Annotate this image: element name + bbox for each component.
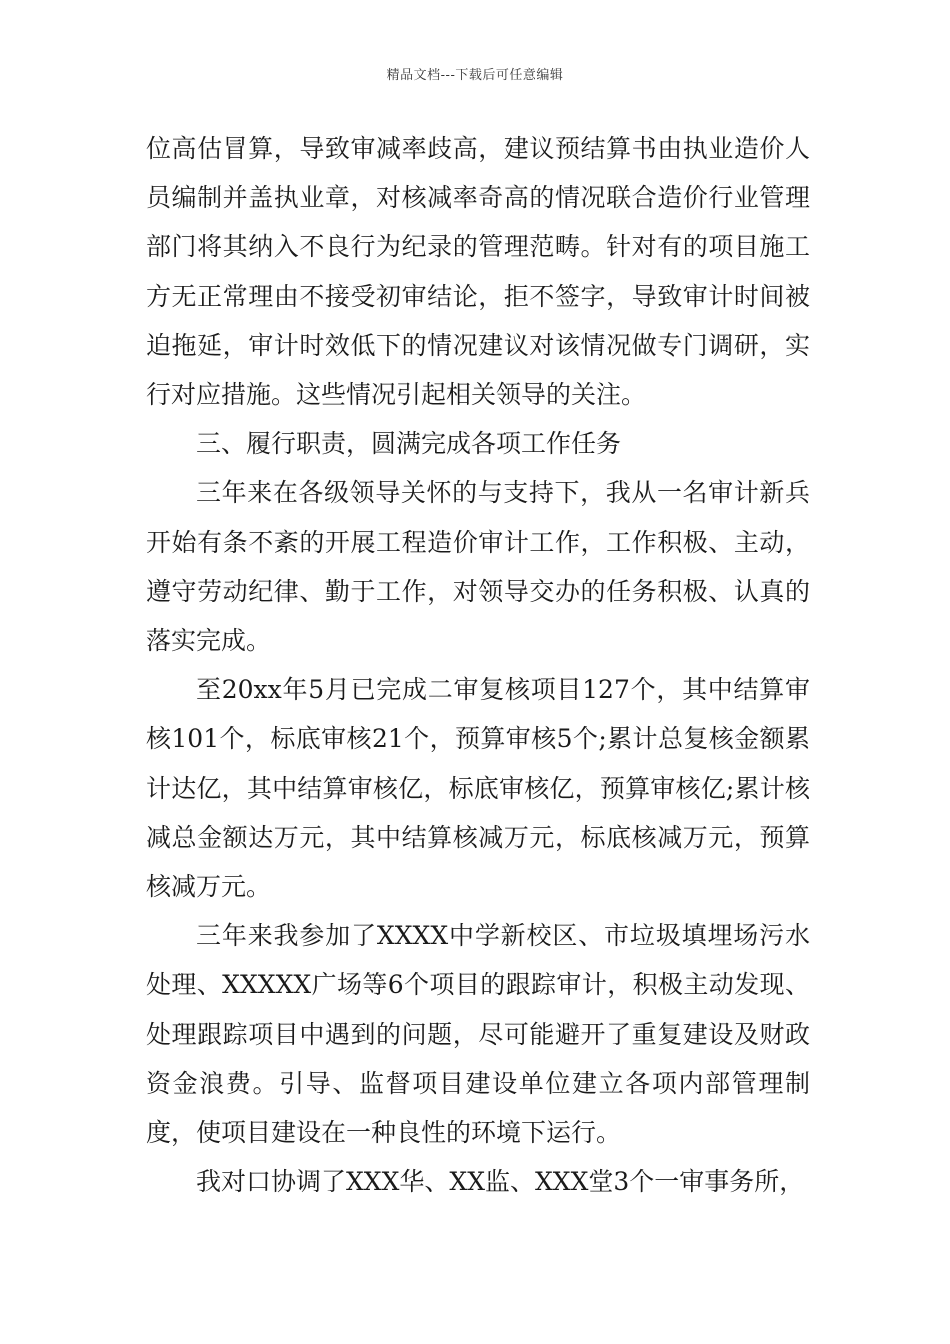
paragraph-statistics: 至20xx年5月已完成二审复核项目127个，其中结算审核101个，标底审核21个，预算审核5个;累计总复核金额累计达亿，其中结算审核亿，标底审核亿，预算审核亿;累计核减总金额达万元，其中结算核减万元，标底核减万元，预算核减万元。 — [146, 675, 810, 902]
paragraph-tracking-audit: 三年来我参加了XXXX中学新校区、市垃圾填埋场污水处理、XXXXX广场等6个项目的跟踪审计，积极主动发现、处理跟踪项目中遇到的问题，尽可能避开了重复建设及财政资金浪费。引导、监督项目建设单位建立各项内部管理制度，使项目建设在一种良性的环境下运行。 — [146, 921, 810, 1148]
paragraph-coordination: 我对口协调了XXX华、XX监、XXX堂3个一审事务所， — [196, 1167, 805, 1197]
section-heading: 三、履行职责，圆满完成各项工作任务 — [196, 429, 622, 459]
document-body — [146, 124, 810, 1206]
paragraph-continued: 位高估冒算，导致审减率歧高，建议预结算书由执业造价人员编制并盖执业章，对核减率奇高的情况联合造价行业管理部门将其纳入不良行为纪录的管理范畴。针对有的项目施工方无正常理由不接受初审结论，拒不签字，导致审计时间被迫拖延，审计时效低下的情况建议对该情况做专门调研，实行对应措施。这些情况引起相关领导的关注。 — [146, 134, 810, 410]
page-header: 精品文档---下载后可任意编辑 — [386, 68, 564, 83]
paragraph-intro: 三年来在各级领导关怀的与支持下，我从一名审计新兵开始有条不紊的开展工程造价审计工作，工作积极、主动，遵守劳动纪律、勤于工作，对领导交办的任务积极、认真的落实完成。 — [146, 478, 810, 656]
